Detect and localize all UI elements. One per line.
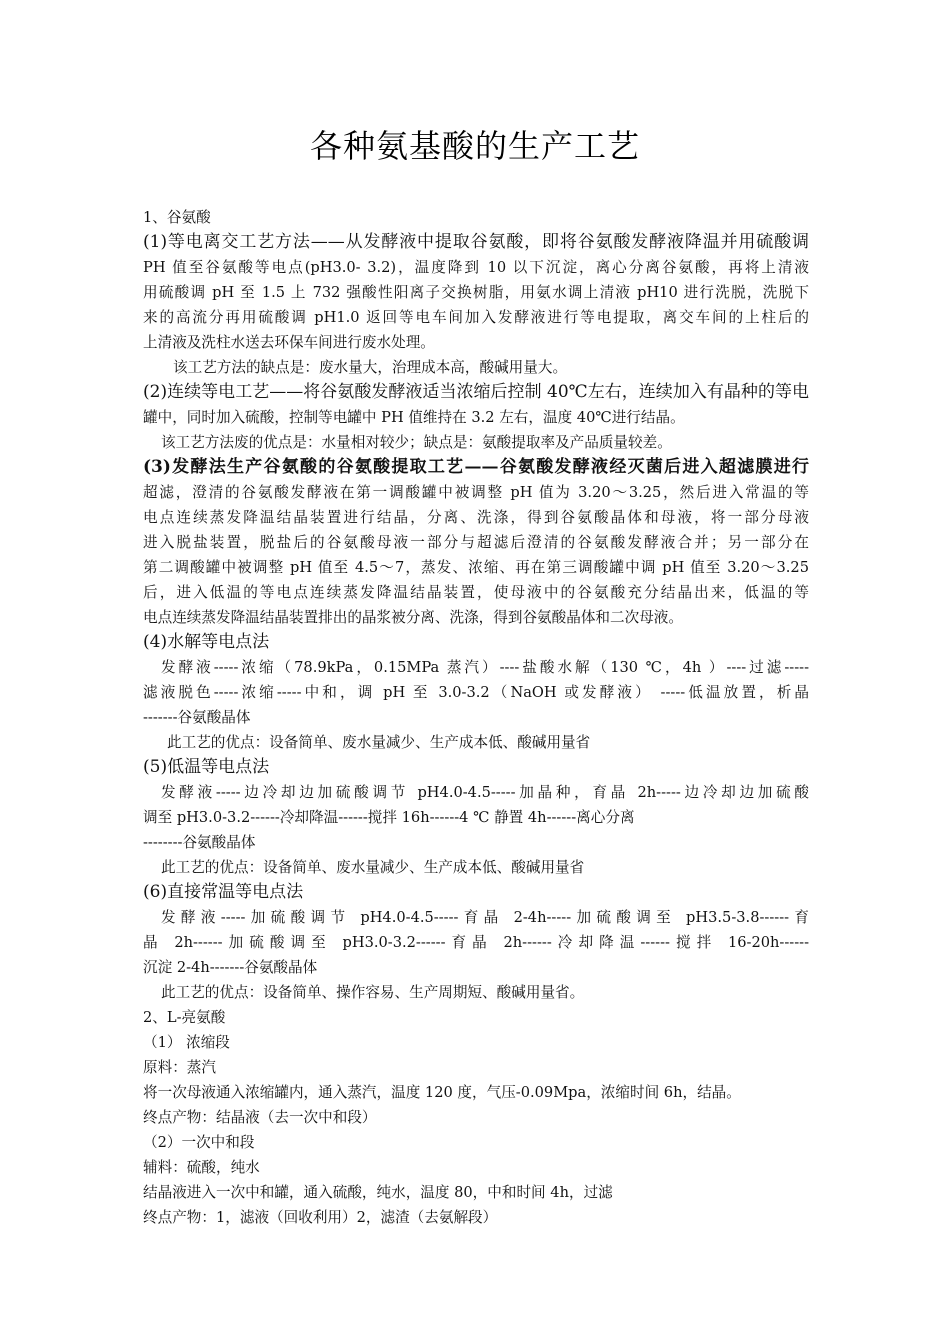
paragraph-line: 进入脱盐装置，脱盐后的谷氨酸母液一部分与超滤后澄清的谷氨酸发酵液合并；另一部分在 [143,534,809,551]
paragraph-line: 终点产物：结晶液（去一次中和段） [143,1109,377,1126]
paragraph-line: 终点产物：1，滤液（回收利用）2，滤渣（去氨解段） [143,1209,498,1226]
paragraph-line: 电点连续蒸发降温结晶装置进行结晶，分离、洗涤，得到谷氨酸晶体和母液，将一部分母液 [143,509,809,526]
paragraph-line: (2)连续等电工艺——将谷氨酸发酵液适当浓缩后控制 40℃左右，连续加入有晶种的等电 [143,382,809,402]
paragraph-line: 电点连续蒸发降温结晶装置排出的晶浆被分离、洗涤，得到谷氨酸晶体和二次母液。 [143,609,683,626]
paragraph-line: 该工艺方法废的优点是：水量相对较少；缺点是：氨酸提取率及产品质量较差。 [161,434,672,451]
paragraph-line: (1)等电离交工艺方法——从发酵液中提取谷氨酸，即将谷氨酸发酵液降温并用硫酸调 [143,232,809,252]
paragraph-line: 将一次母液通入浓缩罐内，通入蒸汽，温度 120 度，气压-0.09Mpa，浓缩时间 6h，结晶。 [143,1084,741,1101]
paragraph-line: -------谷氨酸晶体 [143,709,251,726]
paragraph-line: 后，进入低温的等电点连续蒸发降温结晶装置，使母液中的谷氨酸充分结晶出来，低温的等 [143,584,809,601]
subsection-heading: (4)水解等电点法 [143,632,270,652]
subsection-heading: (6)直接常温等电点法 [143,882,304,902]
paragraph-line: 来的高流分再用硫酸调 pH1.0 返回等电车间加入发酵液进行等电提取，离交车间的上柱后的 [143,309,809,326]
paragraph-line: 发酵液-----浓缩（78.9kPa，0.15MPa 蒸汽）----盐酸水解（130 ℃，4h ）----过滤----- [161,659,809,676]
paragraph-line: 发酵液-----加硫酸调节 pH4.0-4.5-----育晶 2-4h-----加硫酸调至 pH3.5-3.8------育 [161,909,809,926]
document-body [143,205,809,1230]
paragraph-line: 罐中，同时加入硫酸，控制等电罐中 PH 值维持在 3.2 左右，温度 40℃进行结晶。 [143,409,685,426]
paragraph-line: 第二调酸罐中被调整 pH 值至 4.5～7，蒸发、浓缩、再在第三调酸罐中调 pH 值至 3.20～3.25 [143,559,809,576]
paragraph-line: 发酵液-----边冷却边加硫酸调节 pH4.0-4.5-----加晶种，育晶 2h-----边冷却边加硫酸 [161,784,809,801]
paragraph-line: 此工艺的优点：设备简单、废水量减少、生产成本低、酸碱用量省 [161,859,585,876]
page-title: 各种氨基酸的生产工艺 [309,127,640,165]
subsection-heading: (5)低温等电点法 [143,757,270,777]
paragraph-line: 用硫酸调 pH 至 1.5 上 732 强酸性阳离子交换树脂，用氨水调上清液 pH10 进行洗脱，洗脱下 [143,284,809,301]
paragraph-line: 此工艺的优点：设备简单、操作容易、生产周期短、酸碱用量省。 [161,984,585,1001]
paragraph-line [143,455,809,480]
paragraph-line: 上清液及洗柱水送去环保车间进行废水处理。 [143,334,435,351]
paragraph-line: 超滤，澄清的谷氨酸发酵液在第一调酸罐中被调整 pH 值为 3.20～3.25，然后进入常温的等 [143,484,809,501]
method-3-heading: (3)发酵法生产谷氨酸的谷氨酸提取工艺——谷氨酸发酵液经灭菌后进入超滤膜进行 [143,457,809,477]
paragraph-line: PH 值至谷氨酸等电点(pH3.0- 3.2)，温度降到 10 以下沉淀，离心分离谷氨酸，再将上清液 [143,259,809,276]
paragraph-line: 晶 2h------加硫酸调至 pH3.0-3.2------育晶 2h------冷却降温------搅拌 16-20h------ [143,934,809,951]
paragraph-line: 该工艺方法的缺点是：废水量大，治理成本高，酸碱用量大。 [173,359,568,376]
paragraph-line: 调至 pH3.0-3.2------冷却降温------搅拌 16h------4 ℃ 静置 4h------离心分离 [143,809,635,826]
paragraph-line: 结晶液进入一次中和罐，通入硫酸，纯水，温度 80，中和时间 4h，过滤 [143,1184,613,1201]
subsection-heading: （2）一次中和段 [143,1134,255,1151]
paragraph-line: --------谷氨酸晶体 [143,834,256,851]
subsection-heading: （1） 浓缩段 [143,1034,230,1051]
section-heading: 2、L-亮氨酸 [143,1009,226,1026]
paragraph-line: 沉淀 2-4h-------谷氨酸晶体 [143,959,318,976]
paragraph-line: 原料：蒸汽 [143,1059,216,1076]
paragraph-line: 辅料：硫酸，纯水 [143,1159,260,1176]
paragraph-line: 滤液脱色-----浓缩-----中和，调 pH 至 3.0-3.2（NaOH 或发酵液） -----低温放置，析晶 [143,684,809,701]
section-heading: 1、谷氨酸 [143,209,211,226]
paragraph-line: 此工艺的优点：设备简单、废水量减少、生产成本低、酸碱用量省 [167,734,591,751]
